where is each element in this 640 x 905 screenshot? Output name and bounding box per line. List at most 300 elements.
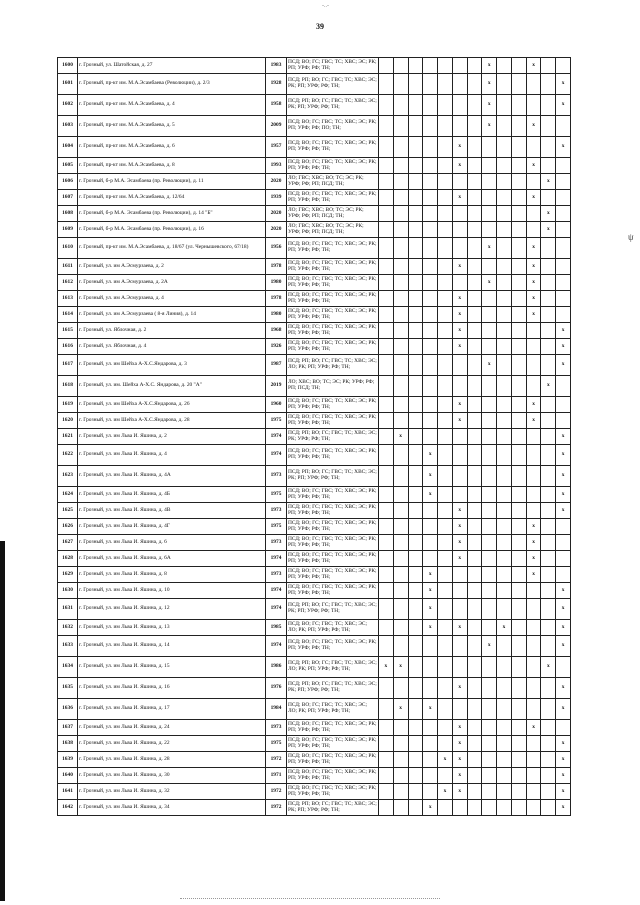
year-cell: 1973 xyxy=(266,720,287,736)
year-mark-cell xyxy=(511,291,526,307)
year-mark-cell xyxy=(556,567,571,583)
year-mark-cell xyxy=(497,487,512,503)
table-row xyxy=(58,190,571,206)
table-row xyxy=(58,599,571,620)
year-mark-cell xyxy=(438,678,453,699)
year-cell: 1978 xyxy=(266,291,287,307)
year-mark-cell xyxy=(438,800,453,816)
address-cell: г. Грозный, б-р М.А. Эсамбаева (пр. Революции), д. 11 xyxy=(78,174,266,190)
bottom-scan-line xyxy=(180,898,440,899)
year-mark-cell xyxy=(541,768,556,784)
address-cell: г. Грозный, пр-кт им. М.А.Эсамбаева, д. 18/67 (ул. Чернышевского, 67/18) xyxy=(78,238,266,259)
year-mark-cell xyxy=(393,259,408,275)
year-mark-cell xyxy=(467,620,482,636)
year-mark-cell xyxy=(438,275,453,291)
year-mark-cell xyxy=(379,190,394,206)
year-mark-cell xyxy=(497,599,512,620)
year-mark-cell xyxy=(467,238,482,259)
year-mark-cell xyxy=(482,413,497,429)
address-cell: г. Грозный, пр-кт им. М.А.Эсамбаева, д. 5 xyxy=(78,116,266,137)
year-mark-cell xyxy=(393,445,408,466)
year-mark-cell: x xyxy=(556,678,571,699)
year-mark-cell xyxy=(408,620,423,636)
year-mark-cell xyxy=(379,487,394,503)
year-mark-cell xyxy=(379,567,394,583)
year-mark-cell xyxy=(393,599,408,620)
year-mark-cell xyxy=(467,736,482,752)
row-number-cell: 1612 xyxy=(58,275,78,291)
year-mark-cell xyxy=(467,137,482,158)
year-mark-cell xyxy=(526,503,541,519)
address-cell: г. Грозный, пр-кт им. М.А.Эсамбаева, д. 8 xyxy=(78,158,266,174)
works-list-cell: ПСД; РП; ВО; ГС; ГВС; ТС; ХВС; ЭС; РК; УРФ; РФ; ТН; xyxy=(287,429,379,445)
year-mark-cell xyxy=(423,784,438,800)
row-number-cell: 1622 xyxy=(58,445,78,466)
year-mark-cell xyxy=(379,636,394,657)
year-mark-cell xyxy=(482,599,497,620)
year-mark-cell xyxy=(408,699,423,720)
year-mark-cell xyxy=(497,657,512,678)
table-row xyxy=(58,487,571,503)
year-mark-cell: x xyxy=(526,720,541,736)
year-mark-cell xyxy=(379,752,394,768)
year-mark-cell: x xyxy=(452,158,467,174)
year-mark-cell: x xyxy=(541,174,556,190)
year-cell: 1972 xyxy=(266,752,287,768)
year-cell: 1973 xyxy=(266,535,287,551)
year-mark-cell xyxy=(438,137,453,158)
year-mark-cell xyxy=(482,784,497,800)
year-mark-cell xyxy=(497,699,512,720)
table-row xyxy=(58,429,571,445)
year-mark-cell xyxy=(497,503,512,519)
year-mark-cell xyxy=(511,800,526,816)
year-mark-cell xyxy=(423,429,438,445)
year-mark-cell xyxy=(408,567,423,583)
year-mark-cell xyxy=(541,238,556,259)
year-mark-cell xyxy=(556,222,571,238)
year-mark-cell xyxy=(452,429,467,445)
year-cell: 1971 xyxy=(266,768,287,784)
year-mark-cell xyxy=(511,583,526,599)
year-mark-cell: x xyxy=(452,752,467,768)
year-mark-cell xyxy=(467,445,482,466)
table-row xyxy=(58,376,571,397)
year-mark-cell xyxy=(438,307,453,323)
year-mark-cell xyxy=(438,551,453,567)
year-mark-cell xyxy=(408,800,423,816)
year-mark-cell xyxy=(497,678,512,699)
table-row xyxy=(58,535,571,551)
year-mark-cell xyxy=(526,339,541,355)
year-mark-cell: x xyxy=(452,535,467,551)
year-mark-cell xyxy=(452,238,467,259)
year-mark-cell xyxy=(452,699,467,720)
year-mark-cell xyxy=(393,487,408,503)
address-cell: г. Грозный, ул. им А.Эсмурзаева ( 8-я Линия), д. 14 xyxy=(78,307,266,323)
year-mark-cell xyxy=(556,206,571,222)
year-mark-cell xyxy=(423,355,438,376)
year-mark-cell xyxy=(379,503,394,519)
year-cell: 1968 xyxy=(266,323,287,339)
year-mark-cell xyxy=(393,58,408,74)
year-mark-cell xyxy=(526,583,541,599)
year-mark-cell xyxy=(541,720,556,736)
year-mark-cell xyxy=(393,567,408,583)
address-cell: г. Грозный, ул. им Льва И. Яшина, д. 17 xyxy=(78,699,266,720)
year-mark-cell: x xyxy=(423,567,438,583)
row-number-cell: 1615 xyxy=(58,323,78,339)
year-mark-cell xyxy=(467,259,482,275)
year-cell: 1975 xyxy=(266,736,287,752)
row-number-cell: 1603 xyxy=(58,116,78,137)
address-cell: г. Грозный, б-р М.А. Эсамбаева (пр. Революции), д. 14 "Б" xyxy=(78,206,266,222)
year-mark-cell xyxy=(482,736,497,752)
works-list-cell: ПСД; РП; ВО; ГС; ГВС; ТС; ХВС; ЭС; ЛО; РК; РП; УРФ; РФ; ТН; xyxy=(287,657,379,678)
row-number-cell: 1601 xyxy=(58,74,78,95)
year-cell: 2020 xyxy=(266,222,287,238)
works-list-cell: ПСД; ВО; ГС; ГВС; ТС; ХВС; ЭС; РК; РП; УРФ; РФ; ТН; xyxy=(287,535,379,551)
address-cell: г. Грозный, ул. им Льва И. Яшина, д. 4В xyxy=(78,503,266,519)
year-mark-cell xyxy=(541,551,556,567)
year-mark-cell xyxy=(497,768,512,784)
year-mark-cell xyxy=(379,174,394,190)
year-mark-cell: x xyxy=(526,397,541,413)
address-cell: г. Грозный, ул. им Льва И. Яшина, д. 4А xyxy=(78,466,266,487)
page-number: 39 xyxy=(316,22,324,31)
year-mark-cell xyxy=(526,355,541,376)
year-mark-cell xyxy=(408,636,423,657)
year-cell: 1985 xyxy=(266,620,287,636)
year-mark-cell xyxy=(438,599,453,620)
table-row xyxy=(58,519,571,535)
year-mark-cell xyxy=(497,413,512,429)
year-mark-cell xyxy=(556,190,571,206)
year-mark-cell xyxy=(423,376,438,397)
year-mark-cell xyxy=(379,137,394,158)
address-cell: г. Грозный, ул. им Льва И. Яшина, д. 13 xyxy=(78,620,266,636)
address-cell: г. Грозный, ул. им А.Эсмурзаева, д. 2А xyxy=(78,275,266,291)
year-mark-cell: x xyxy=(438,784,453,800)
year-cell: 2009 xyxy=(266,116,287,137)
year-mark-cell xyxy=(511,784,526,800)
year-cell: 1973 xyxy=(266,503,287,519)
year-cell: 1956 xyxy=(266,238,287,259)
year-mark-cell: x xyxy=(556,784,571,800)
year-mark-cell: x xyxy=(482,355,497,376)
table-row xyxy=(58,95,571,116)
year-mark-cell xyxy=(379,307,394,323)
row-number-cell: 1638 xyxy=(58,736,78,752)
year-mark-cell xyxy=(541,736,556,752)
table-row xyxy=(58,503,571,519)
year-mark-cell xyxy=(511,323,526,339)
year-mark-cell xyxy=(526,752,541,768)
works-list-cell: ПСД; ВО; ГС; ГВС; ТС; ХВС; ЭС; РК; РП; УРФ; РФ; ПО; ТН; xyxy=(287,116,379,137)
year-mark-cell xyxy=(556,174,571,190)
year-mark-cell xyxy=(482,429,497,445)
year-mark-cell: x xyxy=(556,599,571,620)
year-mark-cell xyxy=(393,784,408,800)
table-row xyxy=(58,397,571,413)
year-mark-cell xyxy=(511,190,526,206)
year-mark-cell xyxy=(482,466,497,487)
year-mark-cell xyxy=(497,429,512,445)
year-mark-cell xyxy=(467,190,482,206)
year-mark-cell xyxy=(541,503,556,519)
year-mark-cell xyxy=(438,238,453,259)
year-mark-cell xyxy=(393,752,408,768)
year-mark-cell xyxy=(393,466,408,487)
year-mark-cell xyxy=(379,376,394,397)
address-cell: г. Грозный, ул. им Льва И. Яшина, д. 8 xyxy=(78,567,266,583)
year-mark-cell xyxy=(482,376,497,397)
row-number-cell: 1625 xyxy=(58,503,78,519)
year-mark-cell xyxy=(467,376,482,397)
year-mark-cell xyxy=(423,413,438,429)
year-mark-cell xyxy=(497,339,512,355)
year-mark-cell xyxy=(541,620,556,636)
year-cell: 1973 xyxy=(266,466,287,487)
works-list-cell: ПСД; ВО; ГС; ГВС; ТС; ХВС; ЭС; РК; РП; УРФ; РФ; ТН; xyxy=(287,736,379,752)
year-mark-cell xyxy=(408,174,423,190)
year-mark-cell xyxy=(408,275,423,291)
year-mark-cell xyxy=(452,599,467,620)
year-mark-cell xyxy=(408,339,423,355)
year-mark-cell xyxy=(541,190,556,206)
year-mark-cell xyxy=(467,74,482,95)
year-mark-cell xyxy=(482,259,497,275)
year-mark-cell xyxy=(393,238,408,259)
table-row xyxy=(58,206,571,222)
year-cell: 1975 xyxy=(266,519,287,535)
year-mark-cell xyxy=(526,636,541,657)
year-mark-cell xyxy=(423,291,438,307)
year-mark-cell xyxy=(541,116,556,137)
year-mark-cell: x xyxy=(526,238,541,259)
year-mark-cell: x xyxy=(556,95,571,116)
year-mark-cell xyxy=(393,503,408,519)
year-mark-cell xyxy=(467,323,482,339)
row-number-cell: 1607 xyxy=(58,190,78,206)
year-mark-cell xyxy=(467,307,482,323)
year-mark-cell xyxy=(379,535,394,551)
year-mark-cell xyxy=(452,487,467,503)
year-mark-cell xyxy=(452,275,467,291)
year-mark-cell xyxy=(452,583,467,599)
year-cell: 1974 xyxy=(266,429,287,445)
year-mark-cell xyxy=(379,238,394,259)
year-mark-cell xyxy=(467,519,482,535)
year-mark-cell: x xyxy=(482,238,497,259)
address-cell: г. Грозный, ул. им Шейха А-Х.С.Яндарова, д. 28 xyxy=(78,413,266,429)
year-mark-cell xyxy=(379,678,394,699)
year-mark-cell xyxy=(482,678,497,699)
year-mark-cell xyxy=(452,636,467,657)
year-mark-cell: x xyxy=(556,800,571,816)
year-mark-cell xyxy=(482,339,497,355)
margin-scan-mark: ψ xyxy=(628,232,634,242)
year-mark-cell xyxy=(467,699,482,720)
works-list-cell: ПСД; ВО; ГС; ГВС; ТС; ХВС; ЭС; РК; РП; УРФ; РФ; ТН; xyxy=(287,636,379,657)
year-mark-cell xyxy=(393,116,408,137)
year-mark-cell xyxy=(438,736,453,752)
year-mark-cell xyxy=(511,397,526,413)
row-number-cell: 1610 xyxy=(58,238,78,259)
year-mark-cell xyxy=(511,736,526,752)
year-mark-cell xyxy=(467,116,482,137)
row-number-cell: 1611 xyxy=(58,259,78,275)
address-cell: г. Грозный, ул. им Льва И. Яшина, д. 6А xyxy=(78,551,266,567)
year-cell: 1960 xyxy=(266,397,287,413)
year-mark-cell: x xyxy=(526,551,541,567)
year-mark-cell xyxy=(482,752,497,768)
year-mark-cell: x xyxy=(526,58,541,74)
year-mark-cell xyxy=(408,784,423,800)
year-cell: 1939 xyxy=(266,190,287,206)
year-mark-cell: x xyxy=(556,736,571,752)
year-mark-cell xyxy=(497,784,512,800)
row-number-cell: 1636 xyxy=(58,699,78,720)
works-list-cell: ПСД; РП; ВО; ГС; ГВС; ТС; ХВС; ЭС; РК; РП; УРФ; РФ; ТН; xyxy=(287,678,379,699)
year-mark-cell: x xyxy=(526,275,541,291)
year-mark-cell xyxy=(379,95,394,116)
year-mark-cell xyxy=(379,339,394,355)
year-mark-cell xyxy=(556,275,571,291)
year-mark-cell xyxy=(393,137,408,158)
year-mark-cell xyxy=(438,158,453,174)
year-mark-cell xyxy=(497,736,512,752)
year-mark-cell xyxy=(438,95,453,116)
year-mark-cell xyxy=(482,620,497,636)
year-mark-cell xyxy=(526,174,541,190)
year-mark-cell xyxy=(423,95,438,116)
table-row xyxy=(58,583,571,599)
year-mark-cell xyxy=(511,206,526,222)
year-mark-cell xyxy=(379,599,394,620)
year-cell: 1972 xyxy=(266,784,287,800)
year-mark-cell xyxy=(497,95,512,116)
year-mark-cell xyxy=(526,768,541,784)
year-mark-cell xyxy=(379,429,394,445)
year-mark-cell xyxy=(467,397,482,413)
year-mark-cell xyxy=(408,307,423,323)
year-mark-cell xyxy=(393,620,408,636)
address-cell: г. Грозный, ул. Яблочная, д. 4 xyxy=(78,339,266,355)
year-mark-cell xyxy=(526,620,541,636)
year-mark-cell xyxy=(393,355,408,376)
year-mark-cell xyxy=(438,657,453,678)
year-mark-cell xyxy=(408,429,423,445)
row-number-cell: 1602 xyxy=(58,95,78,116)
works-list-cell: ПСД; ВО; ГС; ГВС; ТС; ХВС; ЭС; РК; РП; УРФ; РФ; ТН; xyxy=(287,137,379,158)
year-mark-cell xyxy=(452,466,467,487)
year-mark-cell xyxy=(511,567,526,583)
works-list-cell: ПСД; ВО; ГС; ГВС; ТС; ХВС; ЭС; РК; РП; УРФ; РФ; ТН; xyxy=(287,275,379,291)
works-list-cell: ПСД; ВО; ГС; ГВС; ТС; ХВС; ЭС; РК; РП; УРФ; РФ; ТН; xyxy=(287,583,379,599)
year-mark-cell xyxy=(467,678,482,699)
year-mark-cell xyxy=(526,429,541,445)
year-mark-cell xyxy=(379,466,394,487)
year-mark-cell: x xyxy=(541,222,556,238)
year-mark-cell xyxy=(556,376,571,397)
year-mark-cell: x xyxy=(526,413,541,429)
row-number-cell: 1600 xyxy=(58,58,78,74)
year-mark-cell: x xyxy=(556,445,571,466)
year-mark-cell xyxy=(511,222,526,238)
year-mark-cell xyxy=(482,800,497,816)
year-mark-cell: x xyxy=(393,429,408,445)
year-mark-cell xyxy=(511,413,526,429)
year-mark-cell xyxy=(467,567,482,583)
address-cell: г. Грозный, ул. им. Шейха А-Х.С. Яндарова, д. 20 "А" xyxy=(78,376,266,397)
year-mark-cell xyxy=(408,657,423,678)
year-mark-cell: x xyxy=(526,116,541,137)
year-mark-cell xyxy=(379,323,394,339)
year-mark-cell xyxy=(497,519,512,535)
year-mark-cell xyxy=(541,58,556,74)
year-mark-cell xyxy=(423,657,438,678)
address-cell: г. Грозный, ул. им А.Эсмурзаева, д. 2 xyxy=(78,259,266,275)
year-mark-cell xyxy=(438,636,453,657)
year-mark-cell xyxy=(511,174,526,190)
row-number-cell: 1626 xyxy=(58,519,78,535)
year-mark-cell xyxy=(423,158,438,174)
table-row xyxy=(58,238,571,259)
year-mark-cell xyxy=(511,599,526,620)
works-list-cell: ЛО; ГВС; ХВС; ВО; ТС; ЭС; РК; УРФ; РФ; РП; ПСД; ТН; xyxy=(287,206,379,222)
table-row xyxy=(58,158,571,174)
year-mark-cell xyxy=(438,222,453,238)
year-mark-cell: x xyxy=(556,323,571,339)
year-cell: 1957 xyxy=(266,137,287,158)
table-row xyxy=(58,291,571,307)
year-mark-cell xyxy=(423,222,438,238)
year-mark-cell xyxy=(379,259,394,275)
year-mark-cell xyxy=(379,519,394,535)
year-cell: 1975 xyxy=(266,487,287,503)
year-mark-cell xyxy=(379,620,394,636)
table-row xyxy=(58,445,571,466)
row-number-cell: 1621 xyxy=(58,429,78,445)
works-list-cell: ПСД; ВО; ГС; ГВС; ТС; ХВС; ЭС; РК; РП; УРФ; РФ; ТН; xyxy=(287,339,379,355)
year-mark-cell xyxy=(423,768,438,784)
year-mark-cell xyxy=(556,519,571,535)
year-mark-cell xyxy=(511,339,526,355)
year-mark-cell xyxy=(482,190,497,206)
year-mark-cell xyxy=(438,535,453,551)
year-mark-cell xyxy=(423,636,438,657)
table-row xyxy=(58,413,571,429)
works-list-cell: ПСД; ВО; ГС; ГВС; ТС; ХВС; ЭС; РК; РП; УРФ; РФ; ТН; xyxy=(287,487,379,503)
year-mark-cell xyxy=(408,291,423,307)
year-mark-cell xyxy=(497,190,512,206)
year-mark-cell xyxy=(438,376,453,397)
year-mark-cell xyxy=(438,768,453,784)
works-list-cell: ПСД; ВО; ГС; ГВС; ТС; ХВС; ЭС; ЛО; РК; РП; УРФ; РФ; ТН; xyxy=(287,620,379,636)
table-row xyxy=(58,466,571,487)
year-mark-cell xyxy=(497,137,512,158)
year-mark-cell: x xyxy=(452,323,467,339)
year-mark-cell xyxy=(526,678,541,699)
year-mark-cell: x xyxy=(423,800,438,816)
year-mark-cell xyxy=(511,238,526,259)
year-mark-cell xyxy=(497,174,512,190)
year-mark-cell: x xyxy=(423,445,438,466)
year-mark-cell xyxy=(541,599,556,620)
year-cell: 2020 xyxy=(266,206,287,222)
year-mark-cell: x xyxy=(452,784,467,800)
